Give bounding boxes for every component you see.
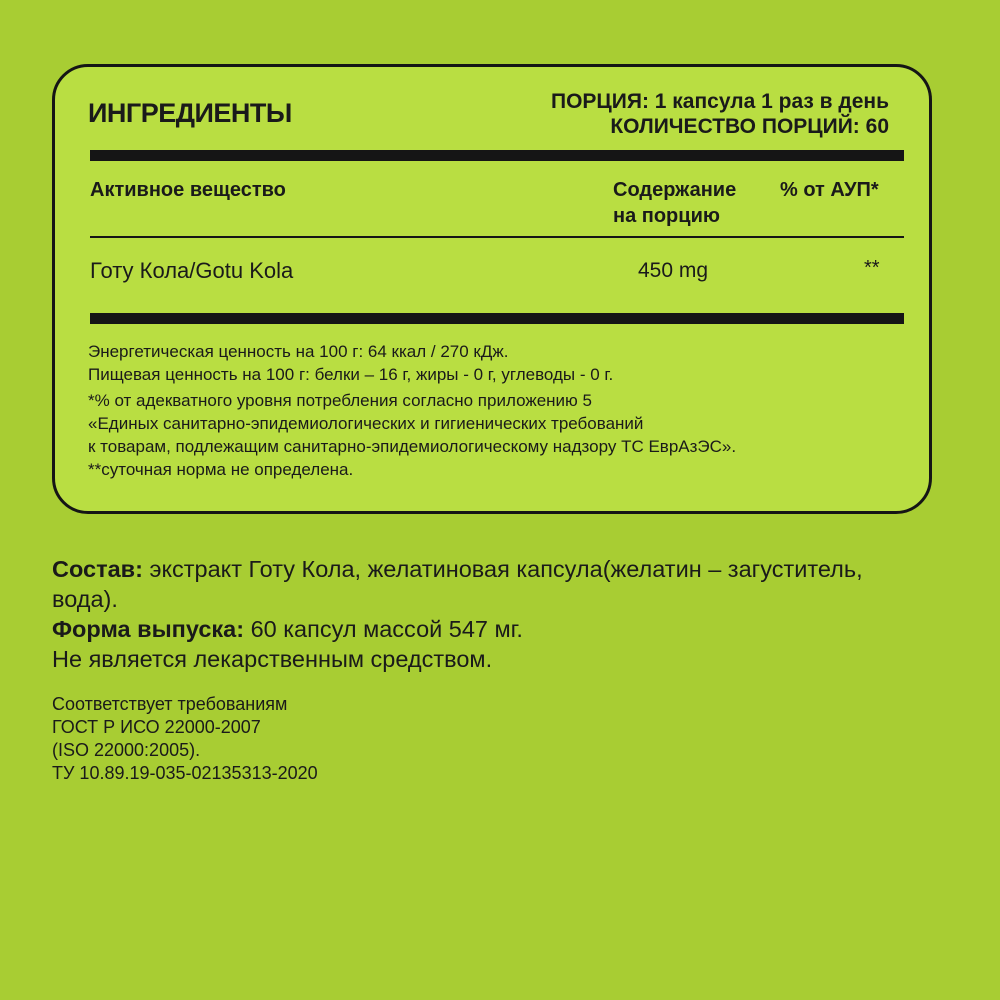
panel-title: ИНГРЕДИЕНТЫ xyxy=(88,98,292,128)
note-footnote-2: «Единых санитарно-эпидемиологических и гигиенических требований xyxy=(88,414,644,433)
note-footnote-3: к товарам, подлежащим санитарно-эпидемиологическому надзору ТС ЕврАзЭС». xyxy=(88,437,737,456)
nutrition-notes xyxy=(88,340,736,481)
header-active-substance: Активное вещество xyxy=(90,179,286,201)
composition-line xyxy=(52,554,872,614)
compliance-block xyxy=(52,693,318,785)
composition-block xyxy=(52,554,872,674)
note-energy: Энергетическая ценность на 100 г: 64 ккал / 270 кДж. xyxy=(88,342,509,361)
serving-info xyxy=(551,89,889,139)
header-divider xyxy=(90,236,904,238)
note-footnote-1: *% от адекватного уровня потребления согласно приложению 5 xyxy=(88,391,592,410)
top-thick-rule xyxy=(90,150,904,161)
header-content-line2: на порцию xyxy=(613,205,720,227)
form-text: 60 капсул массой 547 мг. xyxy=(244,616,523,642)
ingredient-name: Готу Кола/Gotu Kola xyxy=(90,258,294,283)
header-aup: % от АУП* xyxy=(780,179,879,201)
form-line xyxy=(52,614,872,644)
compliance-line: (ISO 22000:2005). xyxy=(52,740,201,760)
composition-label: Состав: xyxy=(52,556,143,582)
compliance-line: Соответствует требованиям xyxy=(52,694,288,714)
note-footnote-4: **суточная норма не определена. xyxy=(88,460,354,479)
note-nutrition: Пищевая ценность на 100 г: белки – 16 г, жиры - 0 г, углеводы - 0 г. xyxy=(88,365,614,384)
header-content-per-serving xyxy=(613,177,736,229)
bottom-thick-rule xyxy=(90,313,904,324)
serving-line: ПОРЦИЯ: 1 капсула 1 раз в день xyxy=(550,90,889,113)
ingredient-amount: 450 mg xyxy=(638,259,709,282)
disclaimer: Не является лекарственным средством. xyxy=(52,646,493,672)
servings-count: КОЛИЧЕСТВО ПОРЦИЙ: 60 xyxy=(610,115,889,138)
compliance-line: ТУ 10.89.19-035-02135313-2020 xyxy=(52,763,318,783)
header-content-line1: Содержание xyxy=(613,179,737,201)
compliance-line: ГОСТ Р ИСО 22000-2007 xyxy=(52,717,261,737)
ingredient-aup: ** xyxy=(864,257,880,279)
composition-text: экстракт Готу Кола, желатиновая капсула(желатин – загуститель, вода). xyxy=(52,556,863,612)
form-label: Форма выпуска: xyxy=(52,616,245,642)
